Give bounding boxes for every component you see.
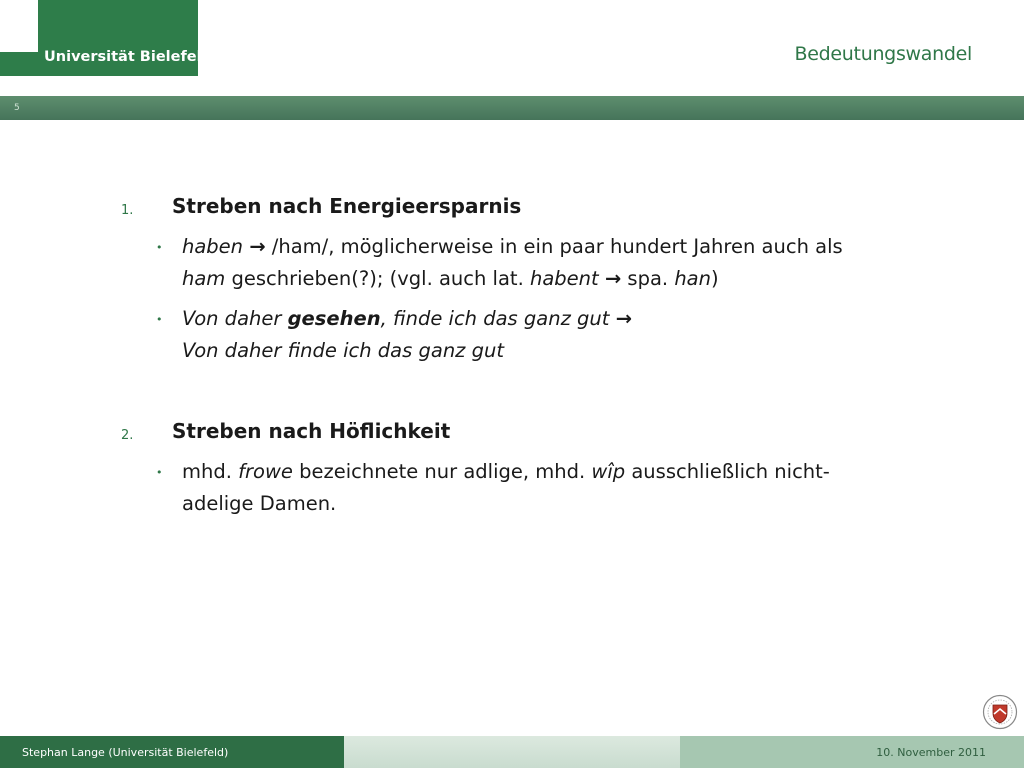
bullet-dot: •: [156, 313, 163, 326]
arrow-icon: →: [249, 235, 266, 258]
item-heading: Streben nach Höflichkeit: [172, 419, 451, 443]
arrow-icon: →: [615, 307, 632, 330]
text-run: wîp: [591, 460, 626, 483]
text-run: Von daher finde ich das ganz gut: [182, 339, 504, 362]
text-run: Von daher: [182, 307, 288, 330]
bullet-line: [182, 235, 843, 258]
footer-right-band: [680, 736, 1024, 768]
text-run: haben: [182, 235, 244, 258]
bullet-line: [182, 492, 336, 515]
text-run: gesehen: [287, 307, 381, 330]
footer-middle-band: [344, 736, 680, 768]
footer-left-band: [0, 736, 344, 768]
item-heading: Streben nach Energieersparnis: [172, 194, 522, 218]
text-run: frowe: [238, 460, 293, 483]
page-number: 5: [14, 103, 20, 113]
text-run: /ham/, möglicherweise in ein paar hundert Jahren auch als: [265, 235, 843, 258]
bullet-dot: •: [156, 241, 163, 254]
university-seal-icon: [982, 694, 1018, 730]
slide-title: Bedeutungswandel: [794, 43, 972, 65]
bullet-dot: •: [156, 466, 163, 479]
logo-text: Universität Bielefeld: [44, 49, 212, 65]
text-run: ): [710, 267, 719, 290]
text-run: ham: [182, 267, 226, 290]
text-run: , finde ich das ganz gut: [380, 307, 616, 330]
bullet-line: [182, 307, 632, 330]
arrow-icon: →: [604, 267, 622, 290]
text-run: spa.: [621, 267, 675, 290]
bullet-line: [182, 339, 504, 362]
footer-author: Stephan Lange (Universität Bielefeld): [22, 746, 229, 759]
bullet-line: [182, 460, 830, 483]
item-number: 1.: [121, 203, 134, 218]
text-run: ausschließlich nicht-: [625, 460, 830, 483]
text-run: habent: [529, 267, 599, 290]
text-run: han: [674, 267, 711, 290]
text-run: bezeichnete nur adlige, mhd.: [292, 460, 592, 483]
text-run: adelige Damen.: [182, 492, 337, 515]
item-number: 2.: [121, 428, 134, 443]
text-run: geschrieben(?); (vgl. auch lat.: [225, 267, 530, 290]
bullet-line: [182, 267, 719, 290]
footer-date: 10. November 2011: [876, 746, 986, 759]
text-run: mhd.: [182, 460, 239, 483]
footer: [0, 736, 1024, 768]
